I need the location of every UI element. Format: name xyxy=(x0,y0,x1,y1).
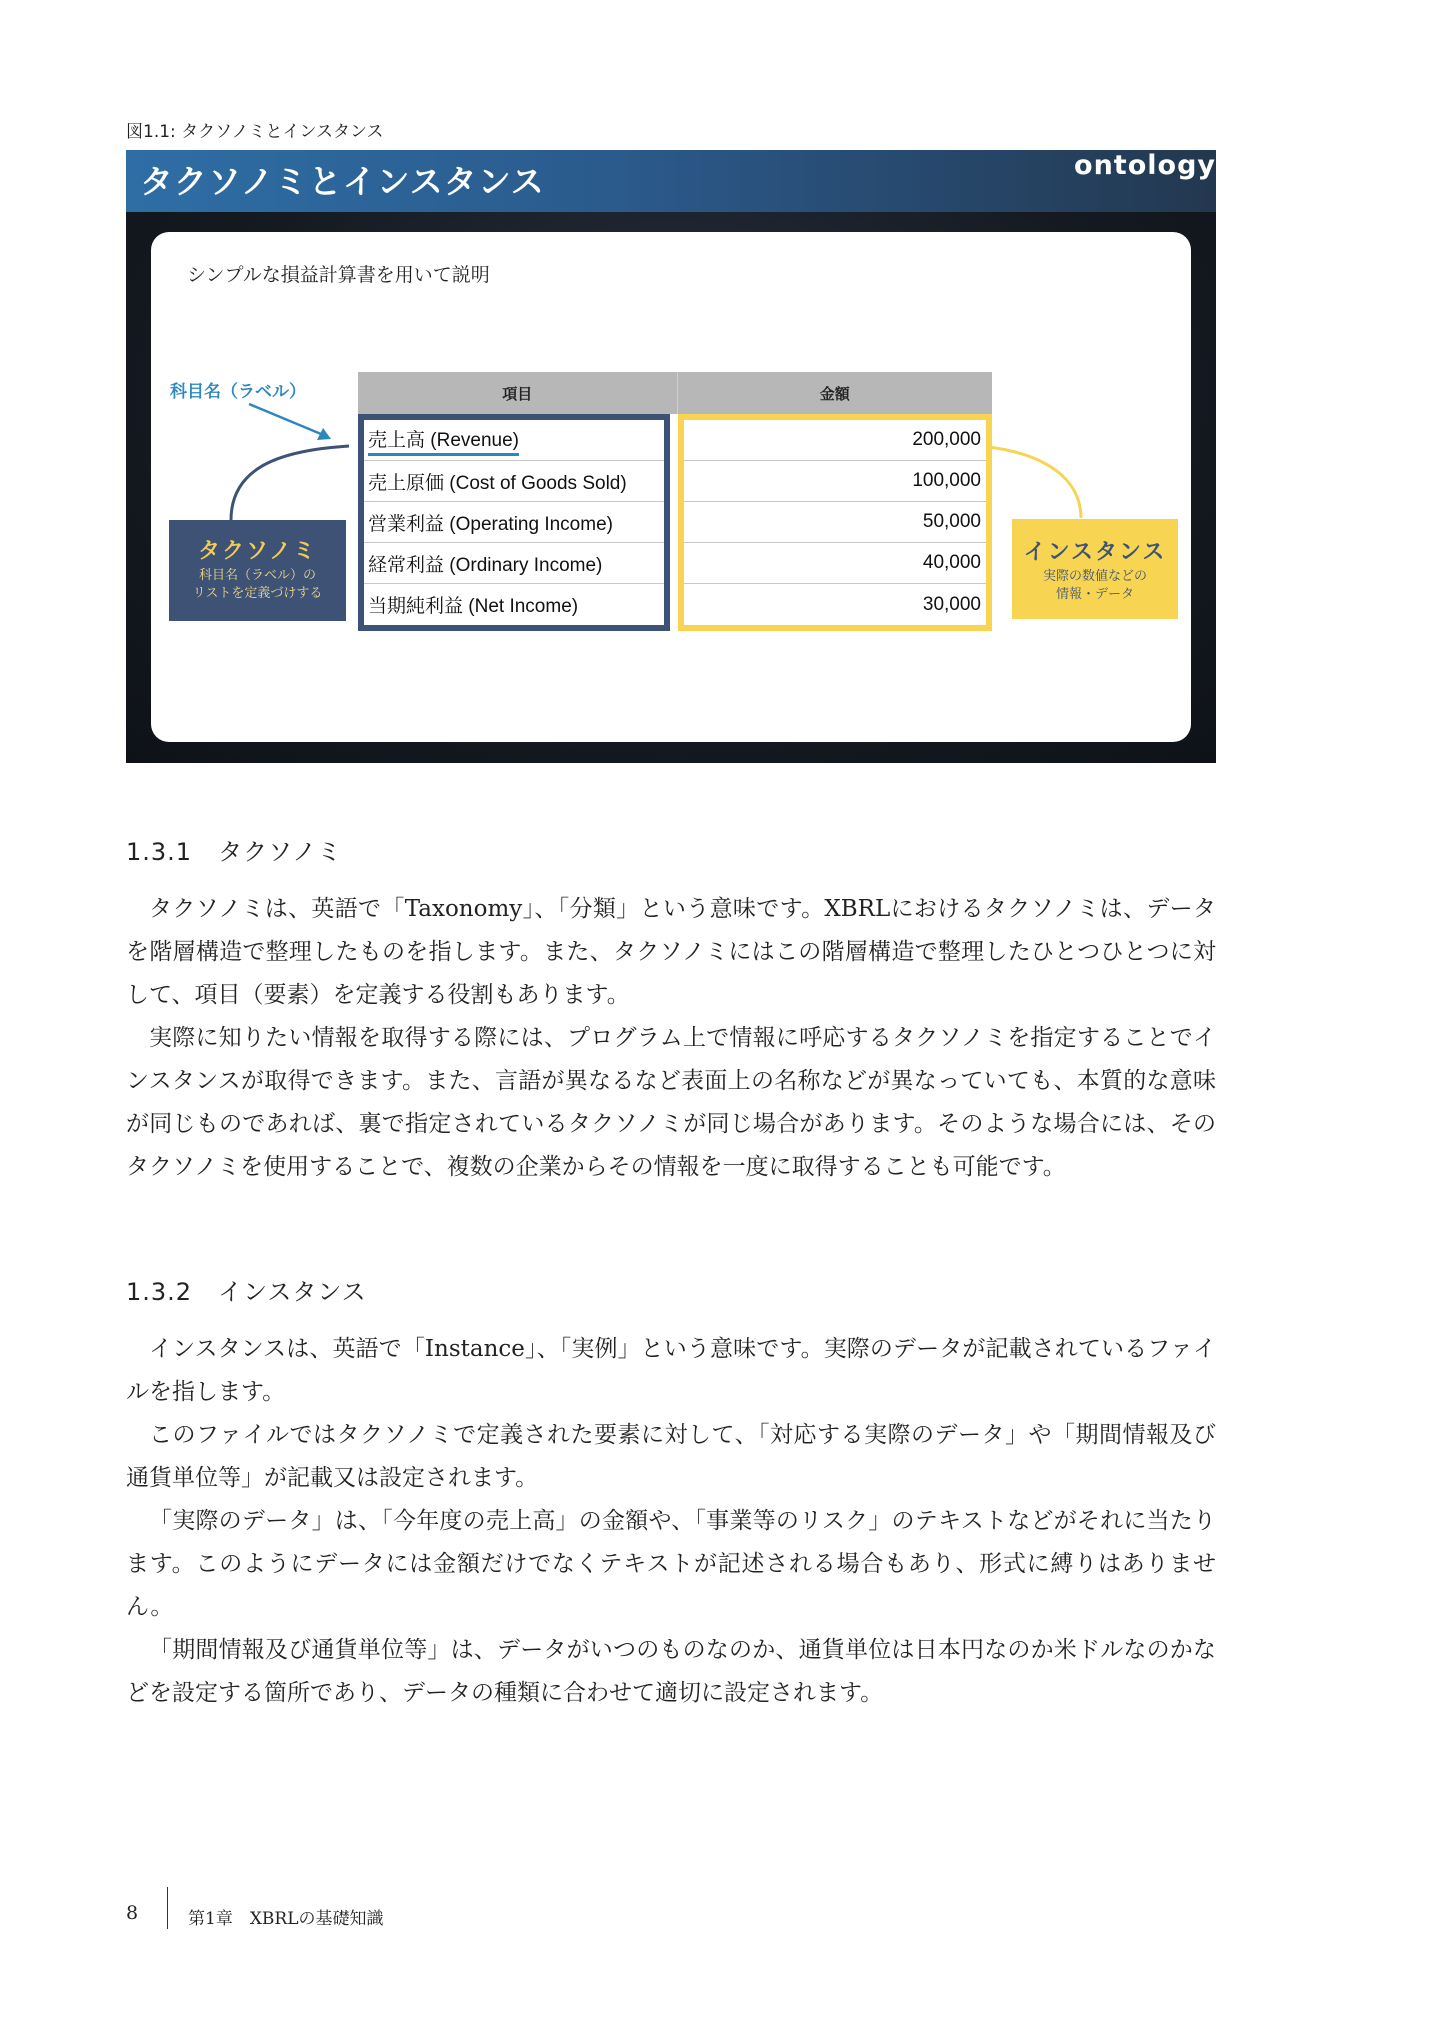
row-item-label: 経常利益 (Ordinary Income) xyxy=(368,554,603,576)
row-amount: 30,000 xyxy=(922,593,981,615)
row-item-label: 営業利益 (Operating Income) xyxy=(368,513,613,535)
paragraph: 実際に知りたい情報を取得する際には、プログラム上で情報に呼応するタクソノミを指定することでインスタンスが取得できます。また、言語が異なるなど表面上の名称などが異なっていても、本質的な意味が同じものであれば、裏で指定されているタクソノミが同じ場合があります。そのような場合には、そのタクソノミを使用することで、複数の企業からその情報を一度に取得することも可能です。 xyxy=(126,1025,1216,1180)
section-number: 1.3.1 xyxy=(126,838,193,866)
taxonomy-instance-figure xyxy=(126,150,1216,763)
row-item-label: 売上高 (Revenue) xyxy=(368,425,519,456)
label-arrowhead xyxy=(317,428,331,440)
slide-header xyxy=(126,150,1216,212)
section-title: タクソノミ xyxy=(218,838,343,866)
row-item-label: 当期純利益 (Net Income) xyxy=(368,596,579,617)
label-arrow xyxy=(249,404,321,434)
section-title: インスタンス xyxy=(218,1278,367,1306)
label-callout: 科目名（ラベル） xyxy=(170,382,306,402)
paragraph: インスタンスは、英語で「Instance」、「実例」という意味です。実際のデータが記載されているファイルを指します。 xyxy=(126,1336,1216,1405)
table-row xyxy=(364,461,664,502)
paragraph: 「期間情報及び通貨単位等」は、データがいつのものなのか、通貨単位は日本円なのか米ドルなのかなどを設定する箇所であり、データの種類に合わせて適切に設定されます。 xyxy=(126,1637,1216,1706)
table-header xyxy=(358,372,992,414)
row-amount: 50,000 xyxy=(922,511,981,532)
table-row xyxy=(684,543,986,584)
footer-divider xyxy=(167,1887,168,1929)
row-amount: 200,000 xyxy=(912,429,981,450)
row-amount: 40,000 xyxy=(922,552,981,573)
taxonomy-column xyxy=(358,414,670,631)
taxonomy-box-title: タクソノミ xyxy=(197,539,318,564)
paragraph: このファイルではタクソノミで定義された要素に対して、「対応する実際のデータ」や「期間情報及び通貨単位等」が記載又は設定されます。 xyxy=(126,1422,1216,1491)
taxonomy-box-desc-1: 科目名（ラベル）の xyxy=(198,568,316,583)
taxonomy-box xyxy=(169,520,346,621)
table-row xyxy=(364,543,664,584)
table-row xyxy=(364,420,664,461)
instance-box-desc-2: 情報・データ xyxy=(1055,587,1134,602)
header-item: 項目 xyxy=(358,372,678,414)
connector-lines xyxy=(151,232,1191,742)
section-heading-taxonomy xyxy=(126,832,342,867)
brand-logo: ontology xyxy=(1074,150,1216,181)
row-item-label: 売上原価 (Cost of Goods Sold) xyxy=(368,472,627,494)
row-amount: 100,000 xyxy=(912,470,981,491)
table-row xyxy=(684,502,986,543)
instance-box xyxy=(1012,519,1178,619)
slide-title: タクソノミとインスタンス xyxy=(140,162,545,201)
instance-box-desc-1: 実際の数値などの xyxy=(1042,569,1147,584)
paragraph: タクソノミは、英語で「Taxonomy」、「分類」という意味です。XBRLにおけるタクソノミは、データを階層構造で整理したものを指します。また、タクソノミにはこの階層構造で整理したひとつひとつに対して、項目（要素）を定義する役割もあります。 xyxy=(126,896,1216,1008)
taxonomy-connector xyxy=(231,446,349,520)
table-row xyxy=(684,461,986,502)
instance-column xyxy=(678,414,992,631)
slide-card xyxy=(151,232,1191,742)
taxonomy-box-desc-2: リストを定義づけする xyxy=(192,586,323,601)
section-number: 1.3.2 xyxy=(126,1278,193,1306)
header-amount: 金額 xyxy=(819,384,850,403)
paragraph: 「実際のデータ」は、「今年度の売上高」の金額や、「事業等のリスク」のテキストなどがそれに当たります。このようにデータには金額だけでなくテキストが記述される場合もあり、形式に縛りはありません。 xyxy=(126,1508,1216,1620)
running-chapter-title: 第1章 XBRLの基礎知識 xyxy=(188,1909,384,1929)
page-number: 8 xyxy=(126,1902,139,1924)
instance-box-title: インスタンス xyxy=(1023,540,1167,565)
section-heading-instance xyxy=(126,1272,367,1307)
figure-caption: 図1.1: タクソノミとインスタンス xyxy=(126,122,384,142)
slide-subtitle: シンプルな損益計算書を用いて説明 xyxy=(187,264,490,286)
table-row xyxy=(364,584,664,625)
table-row xyxy=(364,502,664,543)
table-row xyxy=(684,420,986,461)
table-row xyxy=(684,584,986,625)
